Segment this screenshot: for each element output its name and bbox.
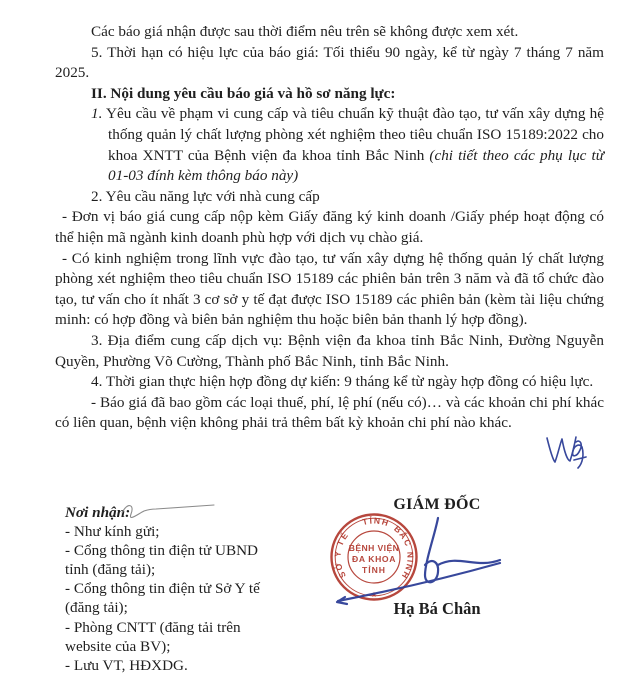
list-item-1-note: (chi tiết theo các phụ lục từ 01-03 đính kèm thông báo này) <box>108 146 604 185</box>
paragraph-price-note: - Báo giá đã bao gồm các loại thuế, phí, lệ phí (nếu có)… và các khoản chi phí khác có liên quan, bệnh viện không phải trả thêm bất kỳ khoản chi phí nào khác. <box>55 393 604 432</box>
stamp-center-line-3: TỈNH <box>361 565 387 575</box>
stamp-ring-text-top: TỈNH <box>361 515 392 529</box>
stamp-center-line-2: ĐA KHOA <box>352 554 396 564</box>
recipient-line: - Lưu VT, HĐXDG. <box>65 656 188 674</box>
recipient-line: - Phòng CNTT (đăng tải trên website của BV); <box>65 618 241 655</box>
list-item-3: 3. Địa điểm cung cấp dịch vụ: Bệnh viện đa khoa tỉnh Bắc Ninh, Đường Nguyễn Quyền, Phường Võ Cường, Thành phố Bắc Ninh, tỉnh Bắc Ninh. <box>55 331 604 370</box>
recipient-line: - Như kính gửi; <box>65 523 160 541</box>
stamp-ring-text-left: SỞ Y TẾ <box>332 529 351 580</box>
signer-name: Hạ Bá Chân <box>393 599 481 618</box>
list-item-1 <box>55 104 604 186</box>
list-item-1-text: Yêu cầu về phạm vi cung cấp và tiêu chuẩn kỹ thuật đào tạo, tư vấn xây dựng hệ thống quản lý chất lượng phòng xét nghiệm theo tiêu chuẩn ISO 15189:2022 cho khoa XNTT của Bệnh viện đa khoa tỉnh Bắc Ninh <box>102 105 604 164</box>
recipient-line: - Cổng thông tin điện tử UBND tỉnh (đăng tải); <box>65 542 259 579</box>
document-body <box>55 22 604 434</box>
list-item-2-heading: 2. Yêu cầu năng lực với nhà cung cấp <box>91 187 320 205</box>
list-item-1-number: 1. <box>91 105 103 123</box>
director-title: GIÁM ĐỐC <box>393 496 481 513</box>
paragraph-validity: 5. Thời hạn có hiệu lực của báo giá: Tối thiểu 90 ngày, kể từ ngày 7 tháng 7 năm 2025. <box>55 43 604 82</box>
stamp-ring-text-right: BẮC NINH <box>392 523 416 582</box>
paragraph-item2-b: - Có kinh nghiệm trong lĩnh vực đào tạo, tư vấn xây dựng hệ thống quản lý chất lượng phòng xét nghiệm theo tiêu chuẩn ISO 15189 các phiên bản trên 3 năm và đã tổ chức đào tạo, tư vấn cho ít nhất 3 cơ sở y tế đạt được ISO 15189 các phiên bản (kèm tài liệu chứng minh: có hợp đồng và biên bản nghiệm thu hoặc biên bản thanh lý hợp đồng). <box>55 249 604 329</box>
stamp-center-line-1: BỆNH VIỆN <box>348 543 400 553</box>
recipient-line: - Cổng thông tin điện tử Sở Y tế (đăng tải); <box>65 580 260 617</box>
director-signature-icon <box>330 507 515 607</box>
stamp-star: ★ <box>370 590 378 599</box>
section-heading-ii: II. Nội dung yêu cầu báo giá và hồ sơ năng lực: <box>91 84 396 102</box>
list-item-4: 4. Thời gian thực hiện hợp đồng dự kiến: 9 tháng kể từ ngày hợp đồng có hiệu lực. <box>91 373 594 391</box>
recipients-block <box>65 503 273 675</box>
recipients-title: Nơi nhận: <box>65 504 131 521</box>
handwritten-initials-icon <box>542 430 592 470</box>
pen-scribble-icon <box>119 498 219 520</box>
paragraph-item2-a: - Đơn vị báo giá cung cấp nộp kèm Giấy đăng ký kinh doanh /Giấy phép hoạt động có thể hiện mã ngành kinh doanh phù hợp với dịch vụ chào giá. <box>55 208 604 246</box>
paragraph-reject-note: Các báo giá nhận được sau thời điểm nêu trên sẽ không được xem xét. <box>91 23 519 40</box>
